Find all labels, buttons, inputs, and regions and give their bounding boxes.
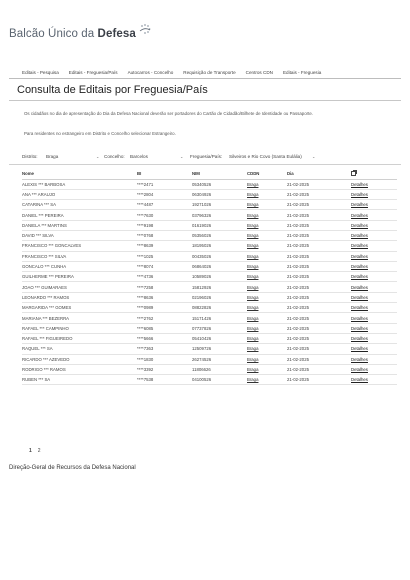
cell-bi: ****6085 <box>137 323 192 333</box>
cell-nome: ALEXIS *** BARBOSA <box>22 179 137 189</box>
page-2-link[interactable]: 2 <box>37 448 41 454</box>
pagination <box>29 448 47 454</box>
cell-nim: 04100526 <box>192 375 247 385</box>
cell-dia: 21-02-2025 <box>287 364 351 374</box>
cell-nim: 07737826 <box>192 323 247 333</box>
cell-cddn-link[interactable]: Braga <box>247 220 287 230</box>
cell-bi: ****7538 <box>137 375 192 385</box>
cell-bi: ****9198 <box>137 220 192 230</box>
cell-dia: 21-02-2025 <box>287 354 351 364</box>
cell-bi: ****7363 <box>137 344 192 354</box>
table-row <box>22 220 397 230</box>
cell-nim: 08822826 <box>192 303 247 313</box>
detalhes-link[interactable]: Detalhes <box>351 282 397 292</box>
cell-nome: RICARDO *** AZEVEDO <box>22 354 137 364</box>
cell-bi: ****3392 <box>137 364 192 374</box>
cell-cddn-link[interactable]: Braga <box>247 354 287 364</box>
cell-bi: ****4736 <box>137 272 192 282</box>
cell-nim: 02196026 <box>192 292 247 302</box>
cell-dia: 21-02-2025 <box>287 344 351 354</box>
cell-cddn-link[interactable]: Braga <box>247 303 287 313</box>
page-1-link[interactable]: 1 <box>29 448 32 454</box>
cell-dia: 21-02-2025 <box>287 220 351 230</box>
editais-table <box>22 169 397 385</box>
detalhes-link[interactable]: Detalhes <box>351 354 397 364</box>
cell-nome: RAFAEL *** FIGUEIREDO <box>22 333 137 343</box>
cell-cddn-link[interactable]: Braga <box>247 333 287 343</box>
cell-dia: 21-02-2025 <box>287 261 351 271</box>
export-icon[interactable] <box>351 171 356 176</box>
cell-dia: 21-02-2025 <box>287 313 351 323</box>
main-nav <box>22 70 331 75</box>
nav-editais-freguesia-pais[interactable]: Editais - Freguesia/País <box>68 70 118 75</box>
table-row <box>22 354 397 364</box>
cell-cddn-link[interactable]: Braga <box>247 189 287 199</box>
table-row <box>22 251 397 261</box>
info-note-id: Os cidadãos no dia de apresentação do Dia da Defesa Nacional deverão ser portadores do Cartão de Cidadão/Bilhete de Identidade ou Passaporte. <box>24 111 313 116</box>
cell-nome: LEONARDO *** RAMOS <box>22 292 137 302</box>
cell-dia: 21-02-2025 <box>287 282 351 292</box>
cell-dia: 21-02-2025 <box>287 272 351 282</box>
nav-requisicao-transporte[interactable]: Requisição de Transporte <box>183 70 236 75</box>
cell-cddn-link[interactable]: Braga <box>247 179 287 189</box>
col-header-nim[interactable]: NIM <box>192 169 247 179</box>
cell-dia: 21-02-2025 <box>287 179 351 189</box>
cell-dia: 21-02-2025 <box>287 323 351 333</box>
cell-cddn-link[interactable]: Braga <box>247 292 287 302</box>
detalhes-link[interactable]: Detalhes <box>351 189 397 199</box>
table-row <box>22 375 397 385</box>
cell-nome: MARGARIDA *** GOMES <box>22 303 137 313</box>
cell-nome: RUBEN *** SA <box>22 375 137 385</box>
detalhes-link[interactable]: Detalhes <box>351 230 397 240</box>
cell-dia: 21-02-2025 <box>287 292 351 302</box>
table-row <box>22 241 397 251</box>
cell-nim: 01619026 <box>192 220 247 230</box>
table-row <box>22 200 397 210</box>
table-row <box>22 230 397 240</box>
cell-dia: 21-02-2025 <box>287 230 351 240</box>
table-row <box>22 282 397 292</box>
detalhes-link[interactable]: Detalhes <box>351 375 397 385</box>
table-row <box>22 179 397 189</box>
cell-nim: 05340526 <box>192 179 247 189</box>
cell-bi: ****7630 <box>137 210 192 220</box>
col-header-cddn[interactable]: CDDN <box>247 169 287 179</box>
concelho-label: Concelho: <box>104 154 125 159</box>
cell-bi: ****0768 <box>137 230 192 240</box>
cell-bi: ****4487 <box>137 200 192 210</box>
cell-nome: DANIEL *** PEREIRA <box>22 210 137 220</box>
cell-nome: JOAO *** GUIMARAES <box>22 282 137 292</box>
detalhes-link[interactable]: Detalhes <box>351 364 397 374</box>
cell-dia: 21-02-2025 <box>287 189 351 199</box>
cell-nim: 15812926 <box>192 282 247 292</box>
cell-nome: DAVID *** SILVA <box>22 230 137 240</box>
col-header-dia[interactable]: Dia <box>287 169 351 179</box>
cell-cddn-link[interactable]: Braga <box>247 323 287 333</box>
info-note-abroad: Para residentes no estrangeiro em Distrito e Concelho selecionar Estrangeiro. <box>24 131 176 136</box>
cell-nome: RAFAEL *** CAMPINHO <box>22 323 137 333</box>
detalhes-link[interactable]: Detalhes <box>351 200 397 210</box>
distrito-label: Distrito: <box>22 154 38 159</box>
cell-nome: CATARINA *** SA <box>22 200 137 210</box>
col-header-nome[interactable]: Nome <box>22 169 137 179</box>
cell-nim: 12509726 <box>192 344 247 354</box>
table-row <box>22 210 397 220</box>
cell-bi: ****8639 <box>137 241 192 251</box>
cell-cddn-link[interactable]: Braga <box>247 200 287 210</box>
page-title: Consulta de Editais por Freguesia/País <box>17 84 208 96</box>
detalhes-link[interactable]: Detalhes <box>351 272 397 282</box>
concelho-chevron-down-icon[interactable]: ⌄ <box>180 154 184 159</box>
cell-nome: FRANCISCO *** SILVA <box>22 251 137 261</box>
cell-cddn-link[interactable]: Braga <box>247 210 287 220</box>
cell-cddn-link[interactable]: Braga <box>247 375 287 385</box>
cell-dia: 21-02-2025 <box>287 251 351 261</box>
logo-text: Balcão Único da Defesa <box>9 28 136 40</box>
distrito-select[interactable]: Braga <box>46 154 59 159</box>
table-row <box>22 303 397 313</box>
cell-nome: RODRIGO *** RAMOS <box>22 364 137 374</box>
cell-nim: 06304926 <box>192 189 247 199</box>
cell-cddn-link[interactable]: Braga <box>247 261 287 271</box>
detalhes-link[interactable]: Detalhes <box>351 323 397 333</box>
col-header-bi[interactable]: BI <box>137 169 192 179</box>
cell-dia: 21-02-2025 <box>287 333 351 343</box>
table-row <box>22 323 397 333</box>
cell-nim: 15171426 <box>192 313 247 323</box>
table-row <box>22 189 397 199</box>
detalhes-link[interactable]: Detalhes <box>351 251 397 261</box>
cell-bi: ****2471 <box>137 179 192 189</box>
cell-nim: 19271026 <box>192 200 247 210</box>
cell-cddn-link[interactable]: Braga <box>247 364 287 374</box>
cell-dia: 21-02-2025 <box>287 375 351 385</box>
cell-cddn-link[interactable]: Braga <box>247 282 287 292</box>
cell-cddn-link[interactable]: Braga <box>247 251 287 261</box>
detalhes-link[interactable]: Detalhes <box>351 313 397 323</box>
cell-dia: 21-02-2025 <box>287 210 351 220</box>
freguesia-select[interactable]: Silveiros e Rio Covo (Santa Eulália) <box>229 154 302 159</box>
detalhes-link[interactable]: Detalhes <box>351 241 397 251</box>
freguesia-chevron-down-icon[interactable]: ⌄ <box>312 154 316 159</box>
cell-bi: ****7258 <box>137 282 192 292</box>
cell-nim: 18195026 <box>192 241 247 251</box>
concelho-select[interactable]: Barcelos <box>130 154 148 159</box>
cell-bi: ****1830 <box>137 354 192 364</box>
table-row <box>22 344 397 354</box>
cell-nim: 10589026 <box>192 272 247 282</box>
table-row <box>22 333 397 343</box>
detalhes-link[interactable]: Detalhes <box>351 179 397 189</box>
cell-bi: ****1025 <box>137 251 192 261</box>
cell-nim: 05356026 <box>192 230 247 240</box>
cell-nome: ANA *** ARAUJO <box>22 189 137 199</box>
freguesia-label: Freguesia/País: <box>190 154 223 159</box>
cell-nim: 00435026 <box>192 251 247 261</box>
cell-nim: 11806626 <box>192 364 247 374</box>
cell-cddn-link[interactable]: Braga <box>247 313 287 323</box>
nav-editais-freguesia[interactable]: Editais - Freguesia <box>282 70 322 75</box>
cell-nome: DANIELA *** MARTINS <box>22 220 137 230</box>
cell-cddn-link[interactable]: Braga <box>247 344 287 354</box>
cell-dia: 21-02-2025 <box>287 303 351 313</box>
cell-dia: 21-02-2025 <box>287 241 351 251</box>
detalhes-link[interactable]: Detalhes <box>351 210 397 220</box>
cell-bi: ****8074 <box>137 261 192 271</box>
title-divider <box>9 100 401 101</box>
cell-dia: 21-02-2025 <box>287 200 351 210</box>
site-logo[interactable] <box>9 28 152 40</box>
nav-editais-pesquisa[interactable]: Editais - Pesquisa <box>22 70 59 75</box>
cell-nim: 03796326 <box>192 210 247 220</box>
nav-autocarros-concelho[interactable]: Autocarros - Concelho <box>127 70 174 75</box>
cell-nome: RAQUEL *** SA <box>22 344 137 354</box>
detalhes-link[interactable]: Detalhes <box>351 344 397 354</box>
table-row <box>22 364 397 374</box>
nav-centros-cdn[interactable]: Centros CDN <box>245 70 273 75</box>
cell-bi: ****2804 <box>137 189 192 199</box>
cell-bi: ****8636 <box>137 292 192 302</box>
table-row <box>22 292 397 302</box>
cell-nome: GONCALO *** CUNHA <box>22 261 137 271</box>
cell-nim: 26274526 <box>192 354 247 364</box>
cell-cddn-link[interactable]: Braga <box>247 230 287 240</box>
table-row <box>22 313 397 323</box>
table-header-row <box>22 169 397 179</box>
cell-nome: MARIANA *** BEZERRA <box>22 313 137 323</box>
detalhes-link[interactable]: Detalhes <box>351 220 397 230</box>
cell-nome: FRANCISCO *** GONCALVES <box>22 241 137 251</box>
cell-nim: 06864026 <box>192 261 247 271</box>
detalhes-link[interactable]: Detalhes <box>351 333 397 343</box>
cell-bi: ****0989 <box>137 303 192 313</box>
filter-bar <box>22 154 397 163</box>
detalhes-link[interactable]: Detalhes <box>351 261 397 271</box>
nav-divider <box>9 78 401 79</box>
cell-bi: ****2762 <box>137 313 192 323</box>
filter-divider <box>9 164 401 165</box>
export-cell <box>351 169 397 179</box>
footer-organization: Direção-Geral de Recursos da Defesa Nacional <box>9 465 136 471</box>
cell-nome: GUILHERME *** PEREIRA <box>22 272 137 282</box>
table-row <box>22 272 397 282</box>
cell-bi: ****5666 <box>137 333 192 343</box>
cell-cddn-link[interactable]: Braga <box>247 272 287 282</box>
cell-cddn-link[interactable]: Braga <box>247 241 287 251</box>
detalhes-link[interactable]: Detalhes <box>351 292 397 302</box>
table-row <box>22 261 397 271</box>
logo-stars-icon <box>138 22 152 36</box>
distrito-chevron-down-icon[interactable]: ⌄ <box>96 154 100 159</box>
cell-nim: 05410426 <box>192 333 247 343</box>
detalhes-link[interactable]: Detalhes <box>351 303 397 313</box>
